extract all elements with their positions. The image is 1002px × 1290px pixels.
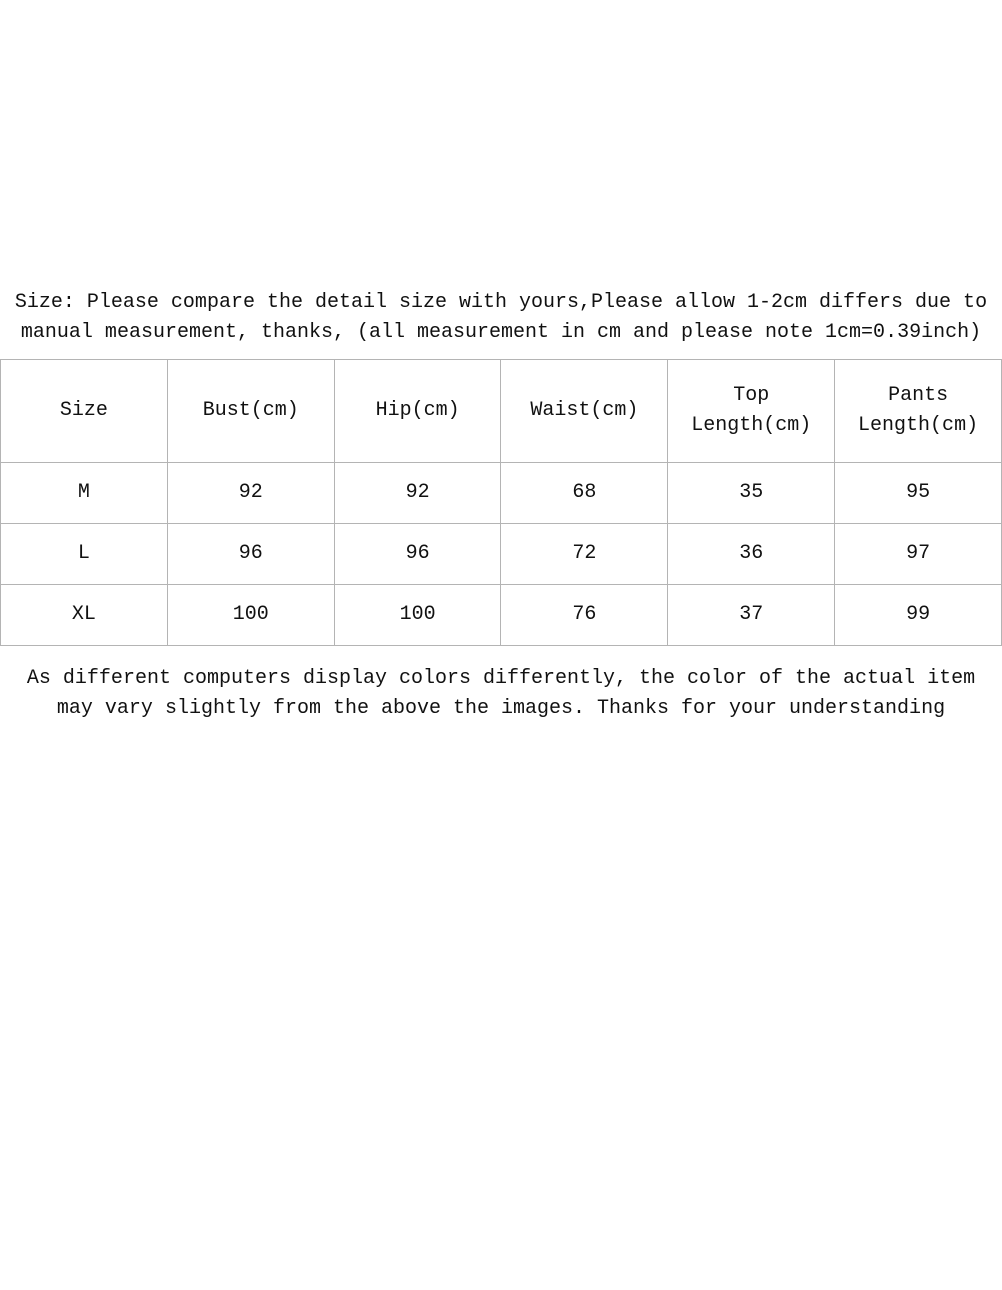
table-cell: 92: [334, 463, 501, 524]
disclaimer-line-1: As different computers display colors differently, the color of the actual item: [26, 667, 976, 690]
table-row-xl: [1, 585, 1002, 646]
header-cell-bust: Bust(cm): [167, 360, 334, 463]
table-cell: L: [1, 524, 168, 585]
table-cell: XL: [1, 585, 168, 646]
header-cell-size: Size: [1, 360, 168, 463]
table-cell: 96: [334, 524, 501, 585]
header-cell-hip: Hip(cm): [334, 360, 501, 463]
size-table-header-row: [1, 360, 1002, 463]
table-cell: M: [1, 463, 168, 524]
intro-line-1: Size: Please compare the detail size with yours,Please allow 1-2cm differs due to: [14, 291, 988, 314]
table-cell: 36: [668, 524, 835, 585]
size-table: [0, 359, 1002, 646]
table-cell: 100: [167, 585, 334, 646]
table-cell: 100: [334, 585, 501, 646]
table-cell: 68: [501, 463, 668, 524]
disclaimer-line-2: may vary slightly from the above the images. Thanks for your understanding: [56, 697, 946, 720]
table-cell: 96: [167, 524, 334, 585]
intro-line-2: manual measurement, thanks, (all measurement in cm and please note 1cm=0.39inch): [20, 321, 982, 344]
table-cell: 76: [501, 585, 668, 646]
table-cell: 95: [835, 463, 1002, 524]
table-cell: 72: [501, 524, 668, 585]
header-cell-top-length: Top Length(cm): [668, 360, 835, 463]
table-cell: 35: [668, 463, 835, 524]
header-cell-waist: Waist(cm): [501, 360, 668, 463]
table-cell: 97: [835, 524, 1002, 585]
color-disclaimer-paragraph: [0, 664, 1002, 724]
table-cell: 37: [668, 585, 835, 646]
size-intro-paragraph: [0, 288, 1002, 348]
header-cell-pants-length: Pants Length(cm): [835, 360, 1002, 463]
size-chart-page: [0, 288, 1002, 1290]
table-row-m: [1, 463, 1002, 524]
table-row-l: [1, 524, 1002, 585]
table-cell: 92: [167, 463, 334, 524]
table-cell: 99: [835, 585, 1002, 646]
